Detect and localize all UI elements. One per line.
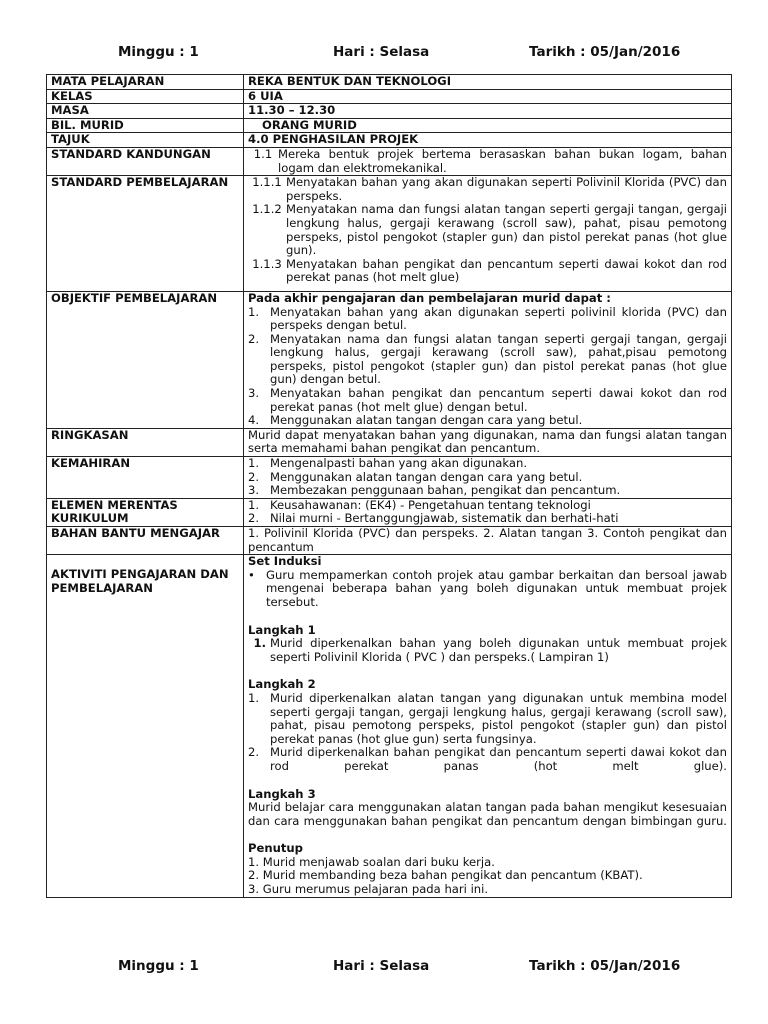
sk-item <box>248 148 727 175</box>
kemahiran-item-text: Menggunakan alatan tangan dengan cara yang betul. <box>270 469 583 484</box>
kemahiran-item <box>248 471 727 485</box>
kemahiran-item-num: 1. <box>248 456 260 471</box>
kemahiran-item-num: 2. <box>248 469 260 484</box>
objektif-item-text: Menyatakan bahan pengikat dan pencantum seperti dawai kokot dan rod perekat panas (hot melt glue) dengan betul. <box>270 386 727 414</box>
penutup-line: 3. Guru merumus pelajaran pada hari ini. <box>248 882 489 897</box>
label-tajuk: TAJUK <box>47 133 244 148</box>
objektif-item <box>248 414 727 428</box>
kemahiran-item-text: Membezakan penggunaan bahan, pengikat dan pencantum. <box>270 483 621 498</box>
label-standard-kandungan: STANDARD KANDUNGAN <box>47 147 244 175</box>
sp-item-text: Menyatakan bahan pengikat dan pencantum seperti dawai kokot dan rod perekat panas (hot melt glue) <box>286 256 727 285</box>
langkah1-item <box>248 637 727 664</box>
row-bbm <box>47 527 732 555</box>
row-tajuk <box>47 133 732 148</box>
row-ringkasan <box>47 428 732 456</box>
sp-item-text: Menyatakan bahan yang akan digunakan seperti Polivinil Klorida (PVC) dan perspeks. <box>286 175 727 203</box>
langkah2-item <box>248 692 727 746</box>
objektif-item-num: 1. <box>248 304 260 319</box>
row-mata-pelajaran <box>47 75 732 90</box>
aktiviti-label-text: AKTIVITI PENGAJARAN DAN PEMBELAJARAN <box>51 567 229 595</box>
langkah2-item <box>248 746 727 773</box>
value-aktiviti <box>244 555 732 897</box>
sp-item-num: 1.1.1 <box>252 175 282 190</box>
label-standard-pembelajaran: STANDARD PEMBELAJARAN <box>47 176 244 292</box>
langkah2-item-num: 1. <box>248 690 260 705</box>
label-objektif: OBJEKTIF PEMBELAJARAN <box>47 291 244 428</box>
value-kemahiran <box>244 457 732 499</box>
label-mata-pelajaran: MATA PELAJARAN <box>47 75 244 90</box>
kemahiran-item-text: Mengenalpasti bahan yang akan digunakan. <box>270 456 528 471</box>
value-masa: 11.30 – 12.30 <box>244 104 732 119</box>
sk-item-text: Mereka bentuk projek bertema berasaskan bahan bukan logam, bahan logam dan elektromekanikal. <box>278 146 727 175</box>
header-tarikh: Tarikh : 05/Jan/2016 <box>529 44 681 60</box>
label-emk: ELEMEN MERENTAS KURIKULUM <box>47 498 244 526</box>
langkah1-title: Langkah 1 <box>248 622 316 637</box>
langkah2-item-num: 2. <box>248 745 260 760</box>
penutup-line: 1. Murid menjawab soalan dari buku kerja. <box>248 854 495 869</box>
value-bil-murid <box>244 118 732 133</box>
label-ringkasan: RINGKASAN <box>47 428 244 456</box>
label-kemahiran: KEMAHIRAN <box>47 457 244 499</box>
row-kemahiran <box>47 457 732 499</box>
value-ringkasan: Murid dapat menyatakan bahan yang digunakan, nama dan fungsi alatan tangan serta memahami bahan pengikat dan pencantum. <box>244 428 732 456</box>
value-standard-pembelajaran <box>244 176 732 292</box>
label-bil-murid: BIL. MURID <box>47 118 244 133</box>
langkah3-title: Langkah 3 <box>248 786 316 801</box>
row-standard-kandungan <box>47 147 732 175</box>
langkah1-item-text: Murid diperkenalkan bahan yang boleh digunakan untuk membuat projek seperti Polivinil Klorida ( PVC ) dan perspeks.( Lampiran 1) <box>270 636 727 664</box>
bil-murid-text: ORANG MURID <box>262 117 357 132</box>
penutup-title: Penutup <box>248 841 303 856</box>
label-aktiviti <box>47 555 244 897</box>
row-kelas <box>47 89 732 104</box>
row-aktiviti <box>47 555 732 897</box>
sk-item-num: 1.1 <box>253 146 273 161</box>
value-tajuk: 4.0 PENGHASILAN PROJEK <box>244 133 732 148</box>
bullet-icon: • <box>248 567 255 582</box>
objektif-item-text: Menggunakan alatan tangan dengan cara yang betul. <box>270 413 583 428</box>
sp-item-num: 1.1.3 <box>252 256 282 271</box>
kemahiran-item <box>248 484 727 498</box>
objektif-intro: Pada akhir pengajaran dan pembelajaran murid dapat : <box>248 290 611 305</box>
value-bbm: 1. Polivinil Klorida (PVC) dan perspeks. 2. Alatan tangan 3. Contoh pengikat dan pencantum <box>244 527 732 555</box>
langkah2-item-text: Murid diperkenalkan alatan tangan yang digunakan untuk membina model seperti gergaji tangan, gergaji lengkung halus, gergaji kerawang (scroll saw), pahat, pisau pemotong perspeks, pistol pengokot (stapler gun) dan pistol perekat panas (hot glue gun) serta fungsinya. <box>270 690 727 746</box>
sp-item <box>248 258 727 285</box>
langkah2-title: Langkah 2 <box>248 677 316 692</box>
header-hari: Hari : Selasa <box>333 44 430 60</box>
header-minggu: Minggu : 1 <box>118 44 199 60</box>
footer-hari: Hari : Selasa <box>333 958 430 974</box>
sp-item <box>248 176 727 203</box>
objektif-item <box>248 306 727 333</box>
kemahiran-item-num: 3. <box>248 483 260 498</box>
lesson-plan-table <box>46 74 732 898</box>
row-bil-murid <box>47 118 732 133</box>
top-header <box>0 44 768 64</box>
langkah1-item-num: 1. <box>253 636 266 651</box>
objektif-item-text: Menyatakan nama dan fungsi alatan tangan seperti gergaji tangan, gergaji lengkung halus, gergaji kerawang (scroll saw), pahat,pisau pemotong perspeks, pistol pengokot (stapler gun) dan pistol perekat panas (hot glue gun) dengan betul. <box>270 331 727 387</box>
emk-item <box>248 512 727 526</box>
sp-item-num: 1.1.2 <box>252 202 282 217</box>
value-emk <box>244 498 732 526</box>
sp-item <box>248 203 727 257</box>
row-objektif <box>47 291 732 428</box>
objektif-item <box>248 387 727 414</box>
set-induksi-title: Set Induksi <box>248 554 322 569</box>
row-standard-pembelajaran <box>47 176 732 292</box>
footer-tarikh: Tarikh : 05/Jan/2016 <box>529 958 681 974</box>
label-bbm: BAHAN BANTU MENGAJAR <box>47 527 244 555</box>
row-emk <box>47 498 732 526</box>
emk-item-text: Keusahawanan: (EK4) - Pengetahuan tentang teknologi <box>270 497 591 512</box>
footer-minggu: Minggu : 1 <box>118 958 199 974</box>
value-mata-pelajaran: REKA BENTUK DAN TEKNOLOGI <box>244 75 732 90</box>
value-standard-kandungan <box>244 147 732 175</box>
label-masa: MASA <box>47 104 244 119</box>
value-objektif <box>244 291 732 428</box>
label-kelas: KELAS <box>47 89 244 104</box>
bottom-header <box>0 958 768 978</box>
set-induksi-text: Guru mempamerkan contoh projek atau gambar berkaitan dan bersoal jawab mengenai beberapa bahan yang boleh digunakan untuk membuat projek tersebut. <box>266 567 727 609</box>
objektif-item-text: Menyatakan bahan yang akan digunakan seperti polivinil klorida (PVC) dan perspeks dengan betul. <box>270 304 727 333</box>
kemahiran-item <box>248 457 727 471</box>
objektif-item <box>248 333 727 387</box>
objektif-item-num: 2. <box>248 331 260 346</box>
emk-item <box>248 499 727 513</box>
set-induksi-item <box>248 569 727 610</box>
emk-item-num: 1. <box>248 497 260 512</box>
value-kelas: 6 UIA <box>244 89 732 104</box>
langkah2-item-text: Murid diperkenalkan bahan pengikat dan pencantum seperti dawai kokot dan rod perekat panas (hot melt glue). <box>270 745 727 773</box>
row-masa <box>47 104 732 119</box>
sp-item-text: Menyatakan nama dan fungsi alatan tangan seperti gergaji tangan, gergaji lengkung halus, gergaji kerawang (scroll saw), pahat, pisau pemotong perspeks, pistol pengokot (stapler gun) dan pistol perekat panas (hot glue gun). <box>286 202 727 258</box>
penutup-line: 2. Murid membanding beza bahan pengikat dan pencantum (KBAT). <box>248 868 643 883</box>
emk-item-text: Nilai murni - Bertanggungjawab, sistematik dan berhati-hati <box>270 511 619 526</box>
objektif-item-num: 4. <box>248 413 260 428</box>
emk-item-num: 2. <box>248 511 260 526</box>
langkah3-text: Murid belajar cara menggunakan alatan tangan pada bahan mengikut kesesuaian dan cara menggunakan bahan pengikat dan pencantum dengan bimbingan guru. <box>248 800 727 828</box>
objektif-item-num: 3. <box>248 386 260 401</box>
